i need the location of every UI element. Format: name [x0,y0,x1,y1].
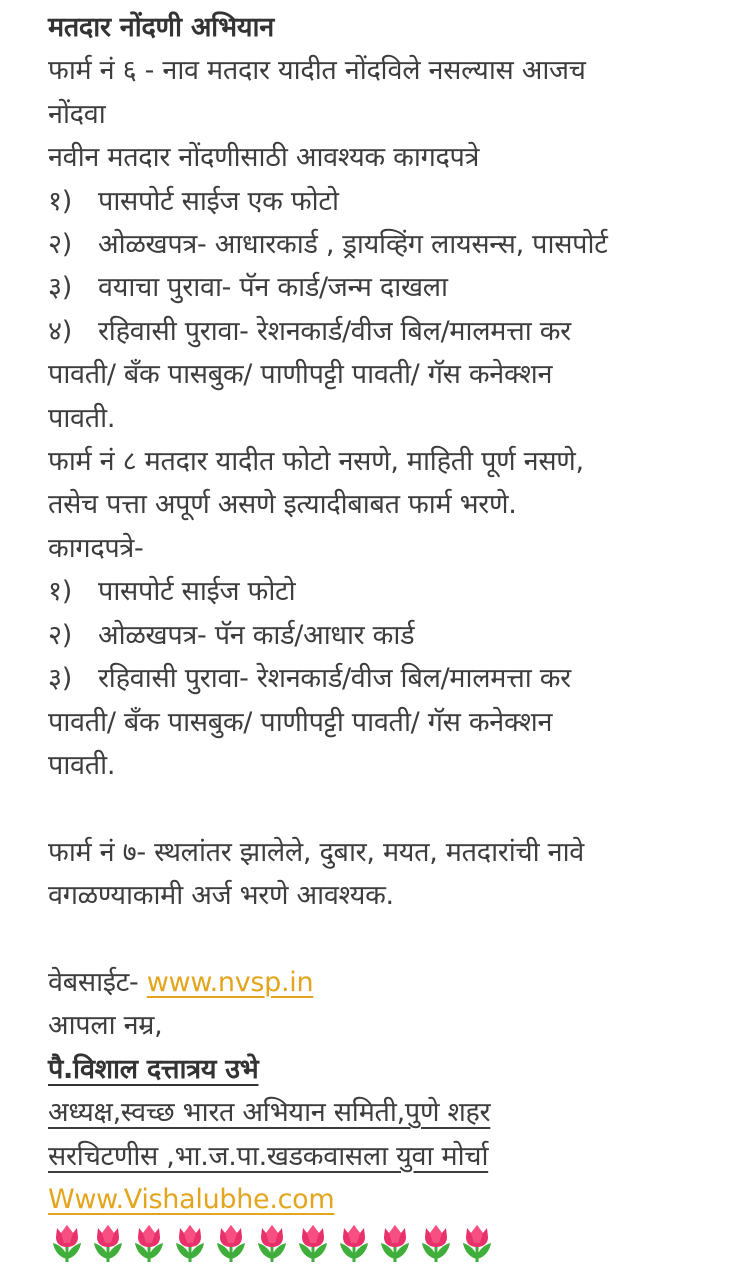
list-item [48,266,702,309]
signature-title-2: सरचिटणीस ,भा.ज.पा.खडकवासला युवा मोर्चा [48,1140,489,1172]
signature-title-1: अध्यक्ष,स्वच्छ भारत अभियान समिती,पुणे शहर [48,1097,491,1129]
tulip-icon [376,1223,417,1263]
form8-intro-line1: फार्म नं ८ मतदार यादीत फोटो नसणे, माहिती पूर्ण नसणे, [48,446,584,478]
form6-docs-heading: नवीन मतदार नोंदणीसाठी आवश्यक कागदपत्रे [48,142,480,174]
tulip-icon [171,1223,212,1263]
list-item [48,310,702,353]
list-item-number: २) [48,619,72,651]
list-item-number: ३) [48,663,72,695]
spacer [48,918,702,961]
list-item-text: पासपोर्ट साईज एक फोटो [98,185,339,217]
list-item-text: पासपोर्ट साईज फोटो [98,576,296,608]
personal-website-link[interactable]: Www.Vishalubhe.com [48,1183,335,1215]
form7-line1: फार्म नं ७- स्थलांतर झालेले, दुबार, मयत, मतदारांची नावे [48,836,585,868]
list-item [48,223,702,266]
closing-text: आपला नम्र, [48,1010,163,1042]
form7-line2: वगळण्याकामी अर्ज भरणे आवश्यक. [48,880,394,912]
tulip-icon [253,1223,294,1263]
form8-docs-heading: कागदपत्रे- [48,532,144,564]
list-item-number: १) [48,185,72,217]
form6-intro-line1: फार्म नं ६ - नाव मतदार यादीत नोंदविले नसल्यास आजच [48,55,586,87]
tulip-icon [89,1223,130,1263]
list-item [48,570,702,613]
form8-item3-continuation: पावती/ बँक पासबुक/ पाणीपट्टी पावती/ गॅस कनेक्शन [48,706,553,738]
form8-intro-line2: तसेच पत्ता अपूर्ण असणे इत्यादीबाबत फार्म भरणे. [48,489,517,521]
signature-name: पै.विशाल दत्तात्रय उभे [48,1053,259,1085]
list-item-text: ओळखपत्र- आधारकार्ड , ड्रायव्हिंग लायसन्स, पासपोर्ट [98,229,608,261]
tulip-icon [458,1223,499,1263]
list-item-number: ३) [48,272,72,304]
list-item-number: १) [48,576,72,608]
list-item-text: ओळखपत्र- पॅन कार्ड/आधार कार्ड [98,619,415,651]
website-label: वेबसाईट- [48,966,147,998]
list-item-text: रहिवासी पुरावा- रेशनकार्ड/वीज बिल/मालमत्ता कर [98,315,571,347]
spacer [48,787,702,830]
list-item [48,180,702,223]
list-item [48,657,702,700]
page-title: मतदार नोंदणी अभियान [48,12,274,43]
tulip-icon [212,1223,253,1263]
list-item-text: रहिवासी पुरावा- रेशनकार्ड/वीज बिल/मालमत्ता कर [98,663,571,695]
tulip-icon [48,1223,89,1263]
list-item-number: ४) [48,315,72,347]
list-item [48,614,702,657]
tulip-icon [417,1223,458,1263]
tulip-icon [335,1223,376,1263]
form6-intro-line2: नोंदवा [48,98,106,130]
form6-item4-continuation: पावती/ बँक पासबुक/ पाणीपट्टी पावती/ गॅस कनेक्शन [48,359,553,391]
list-item-number: २) [48,229,72,261]
form6-item4-continuation-end: पावती. [48,402,116,434]
list-item-text: वयाचा पुरावा- पॅन कार्ड/जन्म दाखला [98,272,448,304]
tulip-icon [130,1223,171,1263]
tulip-emoji-row [48,1223,702,1263]
form8-item3-continuation-end: पावती. [48,749,116,781]
tulip-icon [294,1223,335,1263]
website-row [48,961,702,1004]
nvsp-link[interactable]: www.nvsp.in [146,966,314,998]
